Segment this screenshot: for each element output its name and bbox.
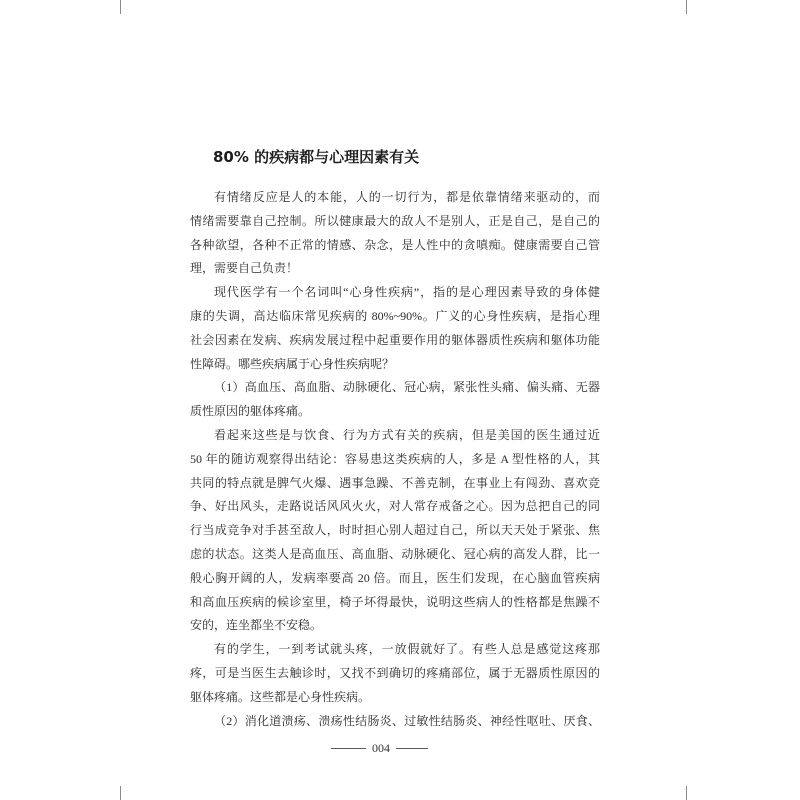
list-item-paragraph [190,710,600,734]
page-number: 004 [372,741,390,755]
paragraph-line: 50 年的随访观察得出结论：容易患这类疾病的人，多是 A 型性格的人，其 [190,451,600,466]
footer-rule-left [331,748,366,749]
paragraph [190,424,600,638]
paragraph-line: 性障碍。哪些疾病属于心身性疾病呢？ [190,356,395,371]
section-title: 80% 的疾病都与心理因素有关 [213,148,420,166]
crop-mark-bottom-right [686,786,687,800]
paragraph-line: （1）高血压、高血脂、动脉硬化、冠心病，紧张性头痛、偏头痛、无器 [214,380,600,395]
paragraph-line: 有的学生，一到考试就头疼，一放假就好了。有些人总是感觉这疼那 [214,642,600,657]
crop-mark-bottom-left [120,786,121,800]
crop-mark-top-left [120,0,121,14]
body-text [190,186,600,733]
paragraph [190,638,600,709]
paragraph-line: 现代医学有一个名词叫“心身性疾病”，指的是心理因素导致的身体健 [214,285,600,300]
paragraph-line: 共同的特点就是脾气火爆、遇事急躁、不善克制，在事业上有闯劲、喜欢竞 [190,475,600,490]
paragraph-line: 和高血压疾病的候诊室里，椅子坏得最快，说明这些病人的性格都是焦躁不 [190,594,600,609]
paragraph-line: 康的失调，高达临床常见疾病的 80%~90%。广义的心身性疾病，是指心理 [190,308,600,323]
paragraph-line: （2）消化道溃疡、溃疡性结肠炎、过敏性结肠炎、神经性呕吐、厌食、 [214,713,600,728]
paragraph-line: 争、好出风头，走路说话风风火火，对人常存戒备之心。因为总把自己的同 [190,499,600,514]
page-footer [331,740,428,756]
paragraph-line: 般心胸开阔的人，发病率要高 20 倍。而且，医生们发现，在心脑血管疾病 [190,570,600,585]
paragraph-line: 社会因素在发病、疾病发展过程中起重要作用的躯体器质性疾病和躯体功能 [190,332,600,347]
paragraph-line: 疼，可是当医生去触诊时，又找不到确切的疼痛部位，属于无器质性原因的 [190,665,600,680]
footer-rule-right [396,748,428,749]
crop-mark-top-right [686,0,687,14]
paragraph-line: 各种欲望，各种不正常的情感、杂念，是人性中的贪嗔痴。健康需要自己管 [190,237,600,252]
paragraph-line: 质性原因的躯体疼痛。 [190,404,311,419]
paragraph-line: 情绪需要靠自己控制。所以健康最大的敌人不是别人，正是自己，是自己的 [190,213,600,228]
paragraph-line: 虑的状态。这类人是高血压、高血脂、动脉硬化、冠心病的高发人群，比一 [190,546,600,561]
list-item-paragraph [190,376,600,424]
paragraph-line: 躯体疼痛。这些都是心身性疾病。 [190,689,371,704]
paragraph-line: 理，需要自己负责！ [190,261,299,276]
paragraph-line: 安的，连坐都坐不安稳。 [190,618,323,633]
paragraph [190,281,600,376]
paragraph-line: 有情绪反应是人的本能，人的一切行为，都是依靠情绪来驱动的，而 [214,190,600,204]
paragraph-line: 行当成竞争对手甚至敌人，时时担心别人超过自己，所以天天处于紧张、焦 [190,523,600,538]
paragraph-line: 看起来这些是与饮食、行为方式有关的疾病，但是美国的医生通过近 [214,427,600,442]
paragraph [190,186,600,281]
